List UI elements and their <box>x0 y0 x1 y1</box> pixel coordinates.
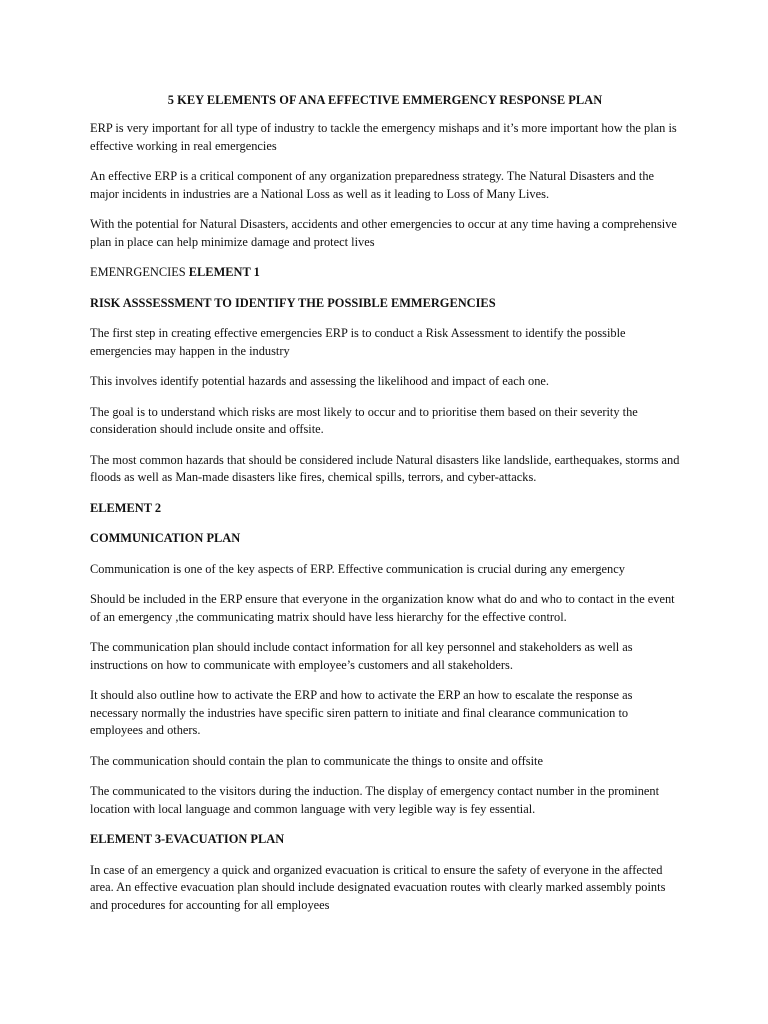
element-1-heading: RISK ASSSESSMENT TO IDENTIFY THE POSSIBLE EMMERGENCIES <box>90 295 496 310</box>
element-2-paragraph-6: The communicated to the visitors during the induction. The display of emergency contact number in the prominent location with local language and common language with very legible way is fey essential. <box>90 784 660 816</box>
element-1-paragraph-4: The most common hazards that should be considered include Natural disasters like landslide, earthequakes, storms and floods as well as Man-made disasters like fires, chemical spills, terrors, and cyber-attacks. <box>90 452 680 484</box>
intro-paragraph-1: ERP is very important for all type of industry to tackle the emergency mishaps and it’s more important how the plan is effective working in real emergencies <box>90 121 677 153</box>
element-1-paragraph-3: The goal is to understand which risks are most likely to occur and to prioritise them based on their severity the consideration should include onsite and offsite. <box>90 404 638 436</box>
intro-paragraph-2: An effective ERP is a critical component of any organization preparedness strategy. The Natural Disasters and the major incidents in industries are a National Loss as well as it leading to Loss of Many Lives. <box>90 169 655 201</box>
element-2-paragraph-3: The communication plan should include contact information for all key personnel and stakeholders as well as instructions on how to communicate with employee’s customers and all stakeholders. <box>90 640 633 672</box>
element-3-heading: ELEMENT 3-EVACUATION PLAN <box>90 832 285 846</box>
element-1-label-line <box>90 264 680 282</box>
element-2-paragraph-2: Should be included in the ERP ensure that everyone in the organization know what do and who to contact in the event of an emergency ,the communicating matrix should have less hierarchy for the effective control. <box>90 592 675 624</box>
element-2-heading: COMMUNICATION PLAN <box>90 531 241 545</box>
element-1-prefix: EMENRGENCIES <box>90 265 189 279</box>
element-1-label: ELEMENT 1 <box>188 265 260 279</box>
element-2-label: ELEMENT 2 <box>90 500 162 515</box>
element-2-paragraph-4: It should also outline how to activate the ERP and how to activate the ERP an how to escalate the response as necessary normally the industries have specific siren pattern to initiate and final clearance communication to employees and others. <box>90 688 633 737</box>
document-title: 5 KEY ELEMENTS OF ANA EFFECTIVE EMMERGENCY RESPONSE PLAN <box>167 93 603 107</box>
element-1-paragraph-2: This involves identify potential hazards and assessing the likelihood and impact of each one. <box>90 374 550 388</box>
element-3-paragraph-1: In case of an emergency a quick and organized evacuation is critical to ensure the safety of everyone in the affected area. An effective evacuation plan should include designated evacuation routes with clearly marked assembly points and procedures for accounting for all employees <box>90 862 666 912</box>
element-2-paragraph-1: Communication is one of the key aspects of ERP. Effective communication is crucial during any emergency <box>90 561 625 576</box>
intro-paragraph-3: With the potential for Natural Disasters, accidents and other emergencies to occur at any time having a comprehensive plan in place can help minimize damage and protect lives <box>90 217 677 249</box>
element-1-paragraph-1: The first step in creating effective emergencies ERP is to conduct a Risk Assessment to identify the possible emergencies may happen in the industry <box>90 326 626 358</box>
document-page <box>90 92 680 927</box>
element-2-paragraph-5: The communication should contain the plan to communicate the things to onsite and offsite <box>90 753 543 768</box>
